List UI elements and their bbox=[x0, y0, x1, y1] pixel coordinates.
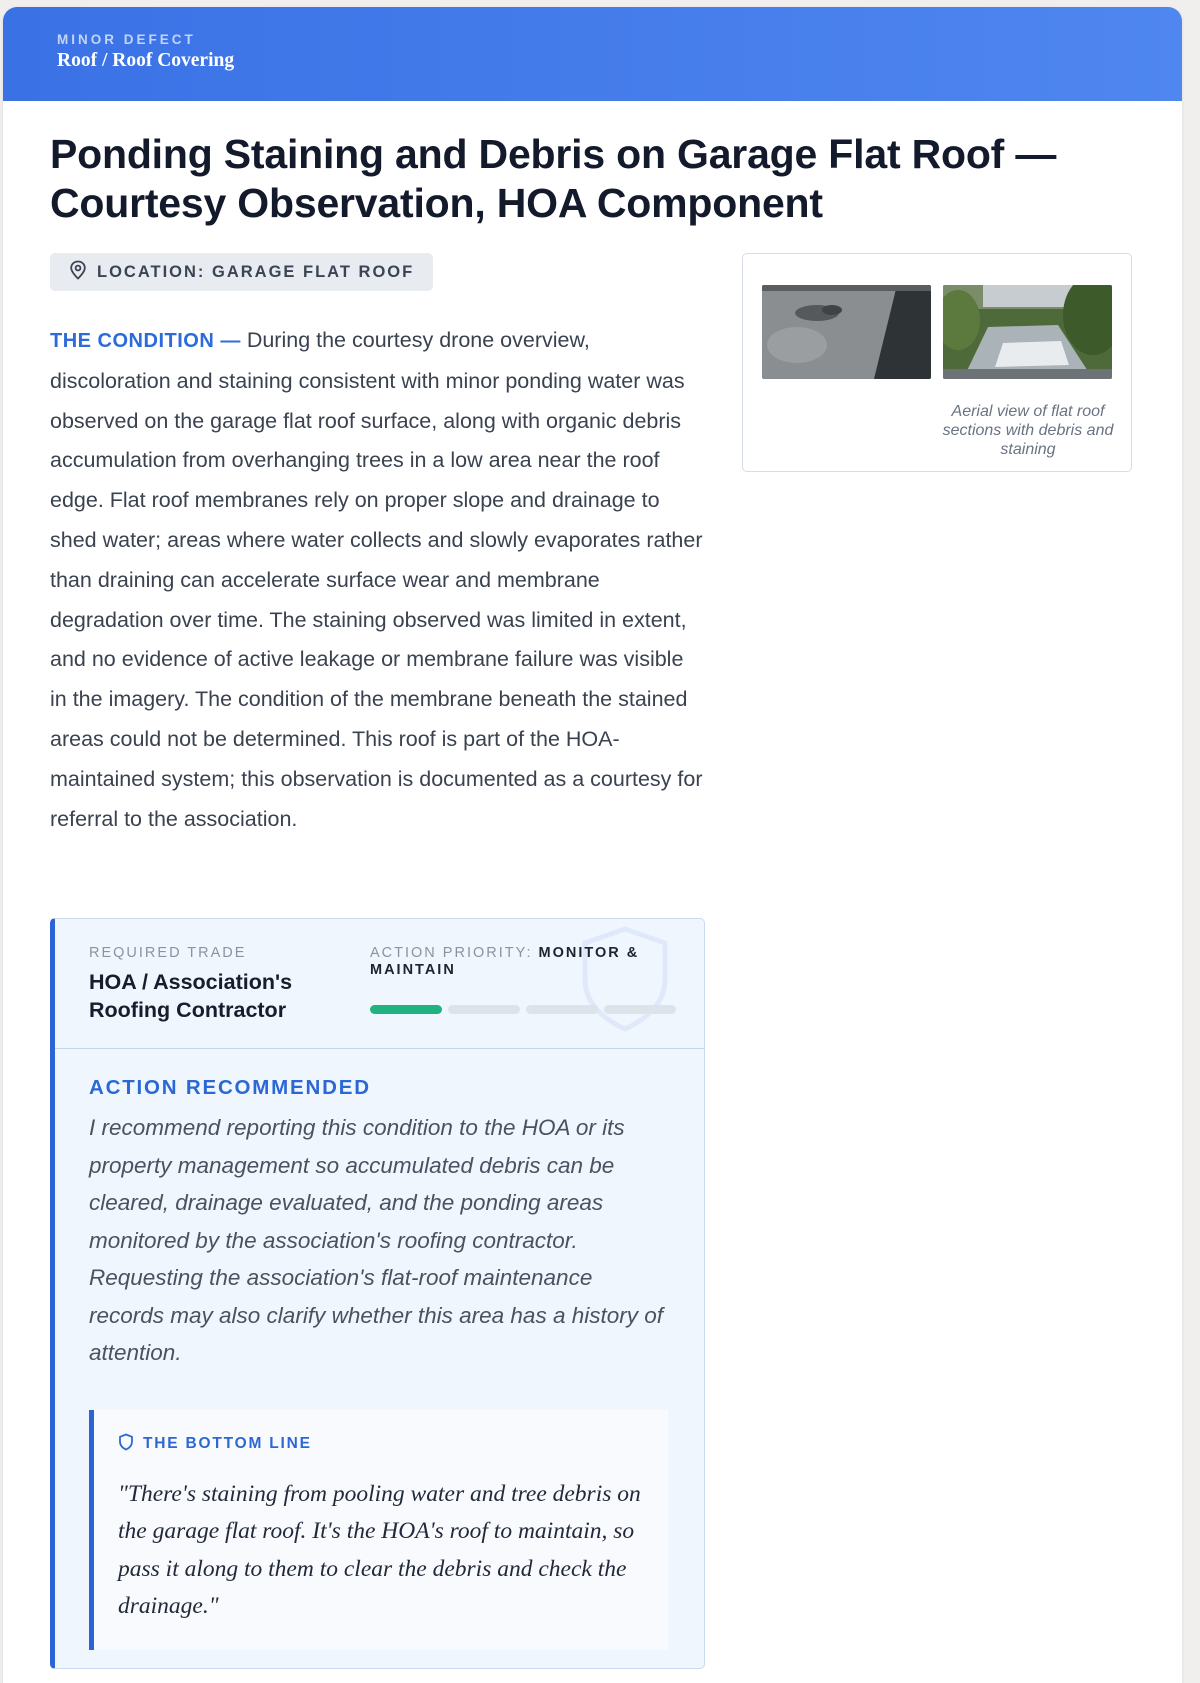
roof-photo-1[interactable] bbox=[762, 285, 931, 379]
action-body bbox=[55, 1049, 704, 1650]
watermark-logo bbox=[555, 919, 695, 1049]
action-priority bbox=[370, 945, 670, 979]
action-card bbox=[50, 918, 705, 1669]
page-title: Ponding Staining and Debris on Garage Flat Roof — Courtesy Observation, HOA Component bbox=[50, 131, 1057, 226]
priority-meter bbox=[370, 1005, 676, 1014]
priority-segment bbox=[448, 1005, 520, 1014]
photo-caption: Aerial view of flat roof sections with debris and staining bbox=[942, 403, 1114, 458]
condition-paragraph bbox=[50, 321, 705, 839]
required-trade-value: HOA / Association's Roofing Contractor bbox=[89, 970, 293, 1022]
condition-text: During the courtesy drone overview, discoloration and staining consistent with minor ponding water was observed on the garage flat roof surface, along with organic debris accumulation from overhanging trees in a low area near the roof edge. Flat roof membranes rely on proper slope and drainage to shed water; areas where water collects and slowly evaporates rather than draining can accelerate surface wear and membrane degradation over time. The staining observed was limited in extent, and no evidence of active leakage or membrane failure was visible in the imagery. The condition of the membrane beneath the stained areas could not be determined. This roof is part of the HOA-maintained system; this observation is documented as a courtesy for referral to the association. bbox=[50, 328, 703, 831]
location-pin-icon bbox=[69, 260, 97, 285]
action-priority-label: ACTION PRIORITY: bbox=[370, 945, 533, 961]
required-trade-label: REQUIRED TRADE bbox=[89, 945, 247, 961]
priority-segment bbox=[604, 1005, 676, 1014]
priority-segment-active bbox=[370, 1005, 442, 1014]
defect-subcategory: Roof / Roof Covering bbox=[57, 50, 235, 71]
bottom-line-heading: THE BOTTOM LINE bbox=[143, 1435, 312, 1452]
action-priority-value: MONITOR & MAINTAIN bbox=[370, 945, 640, 978]
card-header bbox=[3, 7, 1182, 101]
bottom-line-box bbox=[89, 1410, 668, 1650]
bottom-line-quote: "There's staining from pooling water and tree debris on the garage flat roof. It's the HOA's roof to maintain, so pass it along to them to clear the debris and check the drainage." bbox=[118, 1480, 641, 1619]
trade-priority-row bbox=[55, 919, 704, 1049]
condition-lead: THE CONDITION — bbox=[50, 330, 241, 352]
priority-segment bbox=[526, 1005, 598, 1014]
location-badge bbox=[50, 253, 433, 291]
action-heading: ACTION RECOMMENDED bbox=[89, 1076, 371, 1099]
location-label: LOCATION: GARAGE FLAT ROOF bbox=[97, 262, 415, 281]
roof-photo-2[interactable] bbox=[943, 285, 1112, 379]
bottom-line-header bbox=[118, 1433, 643, 1456]
required-trade bbox=[89, 945, 349, 1024]
shield-icon bbox=[118, 1433, 143, 1456]
action-text: I recommend reporting this condition to the HOA or its property management so accumulated debris can be cleared, drainage evaluated, and the ponding areas monitored by the association's roofing contractor. Requesting the association's flat-roof maintenance records may also clarify whether this area has a history of attention. bbox=[89, 1115, 663, 1365]
action-priority-text bbox=[370, 945, 670, 979]
defect-category: MINOR DEFECT bbox=[57, 32, 196, 47]
photo-gallery bbox=[742, 253, 1132, 472]
